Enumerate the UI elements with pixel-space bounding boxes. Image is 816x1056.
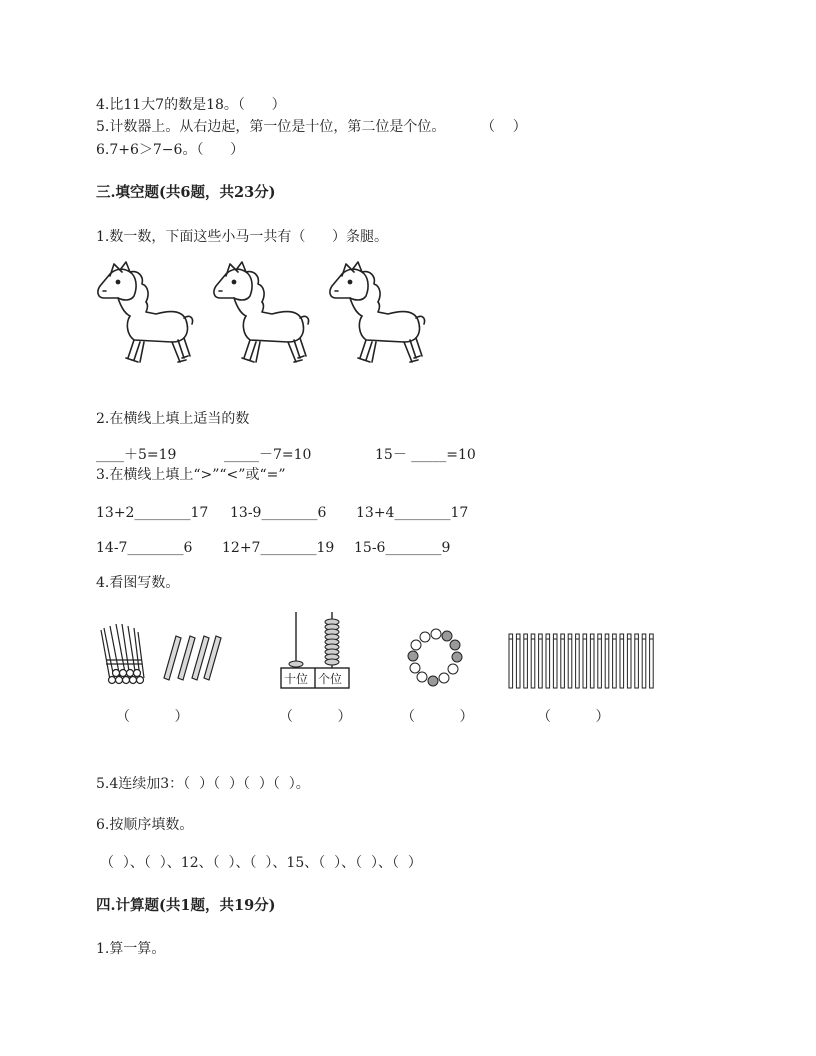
q3-r2-c2: 12+7________19 <box>222 540 335 556</box>
q2-item-1: ____＋5=19 <box>96 447 177 463</box>
stick <box>583 634 587 688</box>
stick <box>590 634 594 688</box>
q5-prompt: 5.4连续加3：（ ）（ ）（ ）（ ）。 <box>96 776 310 792</box>
stick <box>546 634 550 688</box>
section4-heading: 四.计算题(共1题，共19分) <box>96 897 276 914</box>
stick <box>553 634 557 688</box>
stick-bundle-figure <box>98 620 223 690</box>
stick <box>605 634 609 688</box>
stick <box>568 634 572 688</box>
judge-item-4: 4.比11大7的数是18。（ ） <box>96 97 286 113</box>
bead-ring-figure <box>406 626 466 690</box>
q4-answer-1: （ ） <box>116 709 189 725</box>
stick <box>576 634 580 688</box>
stick <box>650 634 654 688</box>
q3-r2-c1: 14-7________6 <box>96 540 193 556</box>
q4-answer-4: （ ） <box>537 709 610 725</box>
stick <box>627 634 631 688</box>
stick <box>516 634 520 688</box>
stick <box>620 634 624 688</box>
q4-answer-2: （ ） <box>279 709 352 725</box>
stick <box>642 634 646 688</box>
q6-sequence: （ ）、（ ）、12、（ ）、（ ）、15、（ ）、（ ）、（ ） <box>100 855 422 871</box>
abacus-label-tens: 十位 <box>284 672 309 686</box>
q3-r1-c3: 13+4________17 <box>356 505 469 521</box>
q3-r1-c1: 13+2________17 <box>96 505 209 521</box>
stick <box>613 634 617 688</box>
stick <box>561 634 565 688</box>
stick <box>531 634 535 688</box>
stick <box>635 634 639 688</box>
abacus-figure <box>280 610 352 690</box>
stick <box>509 634 513 688</box>
q4-answer-3: （ ） <box>401 709 474 725</box>
stick <box>539 634 543 688</box>
judge-item-6: 6.7+6＞7−6。（ ） <box>96 142 245 158</box>
horse-2 <box>214 262 309 362</box>
stick <box>598 634 602 688</box>
section3-heading: 三.填空题(共6题，共23分) <box>96 184 276 201</box>
q2-item-2: _____－7=10 <box>224 447 312 463</box>
horse-3 <box>330 262 425 362</box>
abacus-label-ones: 个位 <box>318 672 343 686</box>
q3-r1-c2: 13-9________6 <box>230 505 327 521</box>
horse-1 <box>98 262 193 362</box>
q4-prompt: 4.看图写数。 <box>96 575 180 591</box>
q3-r2-c3: 15-6________9 <box>354 540 451 556</box>
q2-prompt: 2.在横线上填上适当的数 <box>96 411 250 427</box>
q6-prompt: 6.按顺序填数。 <box>96 817 194 833</box>
section4-q1: 1.算一算。 <box>96 941 166 957</box>
judge-item-5: 5.计数器上。从右边起，第一位是十位，第二位是个位。 （ ） <box>96 119 527 135</box>
q3-prompt: 3.在横线上填上“>”“<”或“=” <box>96 467 286 483</box>
horses-figure <box>96 258 446 373</box>
stick-row-figure <box>506 630 658 690</box>
q2-item-3: 15－ _____=10 <box>375 447 476 463</box>
q1-prompt: 1.数一数，下面这些小马一共有（ ）条腿。 <box>96 229 389 245</box>
stick <box>524 634 528 688</box>
